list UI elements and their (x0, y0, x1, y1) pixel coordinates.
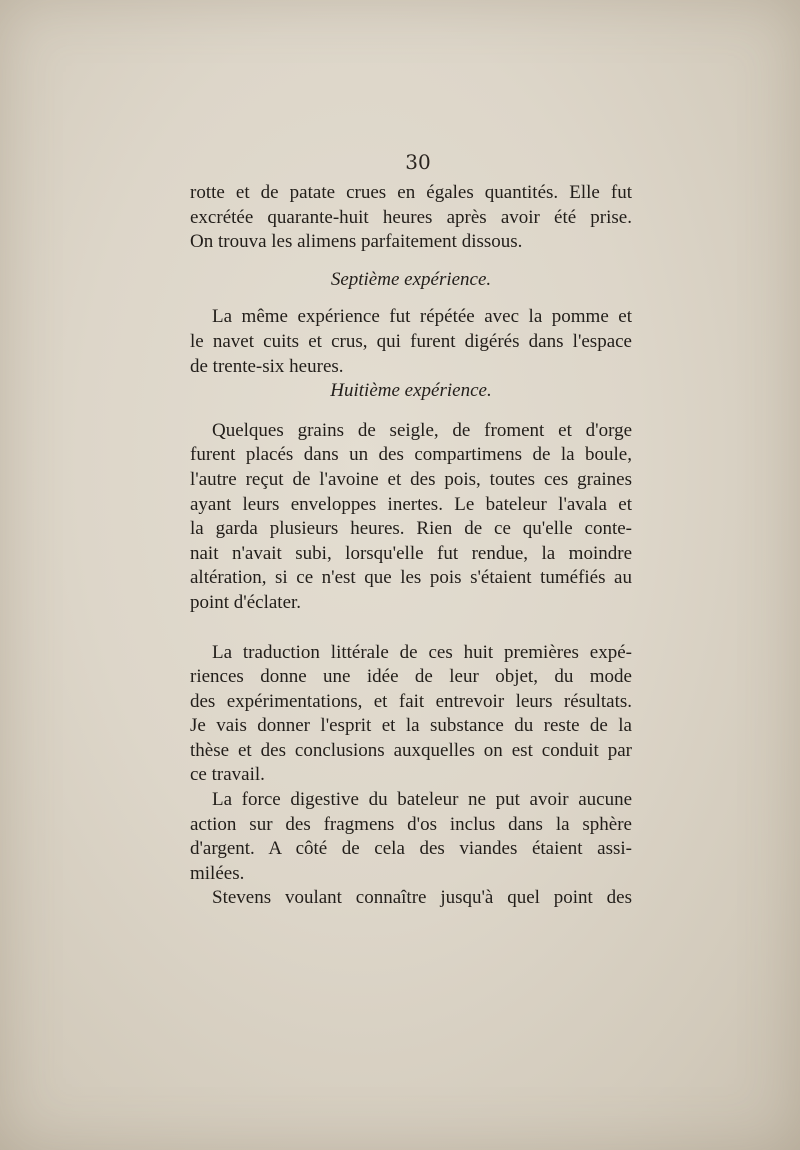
text-line: Quelques grains de seigle, de froment et d'orge (212, 419, 632, 441)
text-line: On trouva les alimens parfaitement dissous. (190, 231, 523, 253)
text-line: rotte et de patate crues en égales quantités. Elle fut (190, 182, 632, 203)
text-line: des expérimentations, et fait entrevoir leurs résultats. (190, 690, 632, 712)
paragraph-gap (190, 616, 632, 641)
text-line: la garda plusieurs heures. Rien de ce qu'elle conte- (190, 518, 632, 540)
text-line: furent placés dans un des compartimens de la boule, (190, 444, 632, 466)
text-line: nait n'avait subi, lorsqu'elle fut rendue, la moindre (190, 542, 632, 564)
paragraph-gap (190, 255, 632, 268)
page-number: 30 (405, 150, 431, 174)
text-line: excrétée quarante-huit heures après avoir été prise. (190, 206, 632, 228)
text-line: point d'éclater. (190, 591, 302, 613)
text-line: La traduction littérale de ces huit premières expé- (212, 641, 632, 663)
text-line: milées. (190, 862, 245, 884)
text-line: d'argent. A côté de cela des viandes étaient assi- (190, 838, 632, 860)
paragraph-gap (190, 292, 632, 305)
text-line: La même expérience fut répétée avec la pomme et (212, 306, 632, 328)
text-line: ayant leurs enveloppes inertes. Le bateleur l'avala et (190, 493, 632, 515)
text-line: Je vais donner l'esprit et la substance du reste de la (190, 715, 632, 737)
text-line: action sur des fragmens d'os inclus dans la sphère (190, 813, 632, 835)
text-line: de trente-six heures. (190, 355, 344, 377)
paragraph-gap (190, 404, 632, 419)
text-line: le navet cuits et crus, qui furent digérés dans l'espace (190, 330, 632, 352)
text-line: Stevens voulant connaître jusqu'à quel point des (212, 887, 632, 909)
body-text (190, 181, 632, 911)
text-line: altération, si ce n'est que les pois s'étaient tuméfiés au (190, 567, 632, 589)
section-heading: Huitième expérience. (330, 380, 492, 402)
text-line: ce travail. (190, 764, 265, 786)
text-line: La force digestive du bateleur ne put avoir aucune (212, 789, 632, 811)
text-line: riences donne une idée de leur objet, du mode (190, 666, 632, 688)
text-line: thèse et des conclusions auxquelles on est conduit par (190, 739, 632, 761)
section-heading: Septième expérience. (330, 268, 492, 290)
text-line: l'autre reçut de l'avoine et des pois, toutes ces graines (190, 468, 632, 490)
